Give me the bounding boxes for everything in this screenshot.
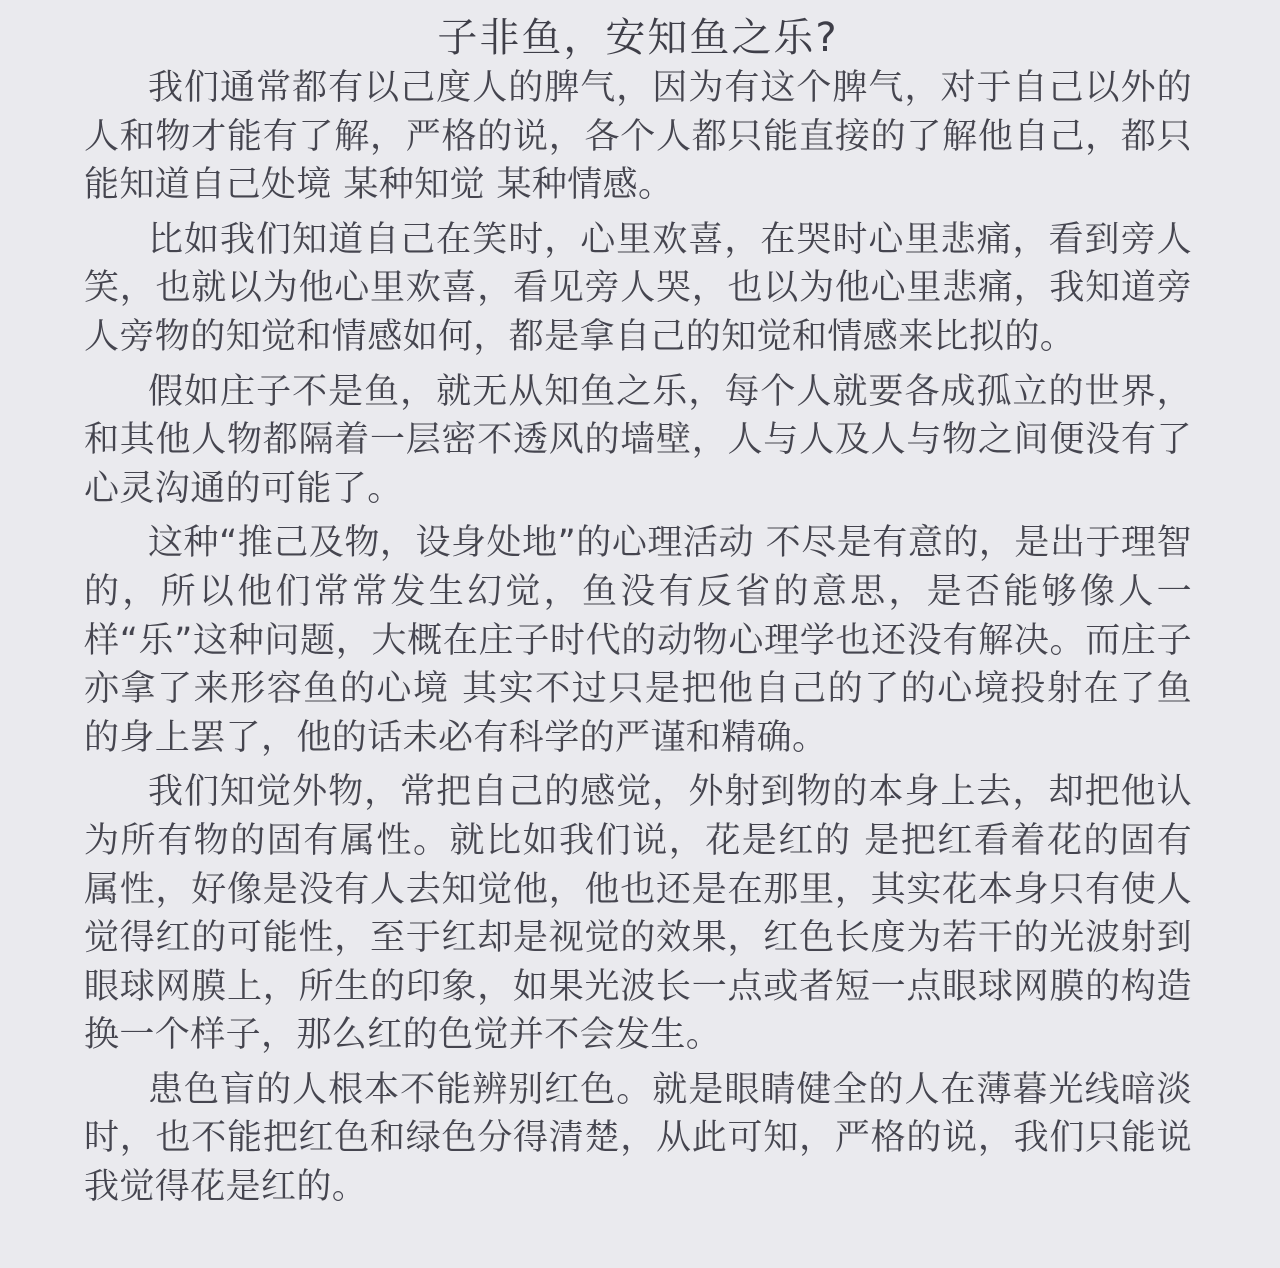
article-title: 子非鱼，安知鱼之乐? — [437, 15, 839, 61]
article-paragraph-2: 比如我们知道自己在笑时，心里欢喜，在哭时心里悲痛，看到旁人笑，也就以为他心里欢喜，看见旁人哭，也以为他心里悲痛，我知道旁人旁物的知觉和情感如何，都是拿自己的知觉和情感来比拟的。 — [84, 219, 1192, 357]
article-paragraph-3: 假如庄子不是鱼，就无从知鱼之乐，每个人就要各成孤立的世界，和其他人物都隔着一层密不透风的墙壁，人与人及人与物之间便没有了心灵沟通的可能了。 — [84, 371, 1192, 509]
article-paragraph-4: 这种“推己及物，设身处地”的心理活动 不尽是有意的，是出于理智的，所以他们常常发生幻觉，鱼没有反省的意思，是否能够像人一样“乐”这种问题，大概在庄子时代的动物心理学也还没有解决。而庄子亦拿了来形容鱼的心境 其实不过只是把他自己的了的心境投射在了鱼的身上罢了，他的话未必有科学的严谨和精确。 — [84, 523, 1192, 758]
article-paragraph-6: 患色盲的人根本不能辨别红色。就是眼睛健全的人在薄暮光线暗淡时，也不能把红色和绿色分得清楚，从此可知，严格的说，我们只能说我觉得花是红的。 — [84, 1069, 1192, 1208]
article-paragraph-5: 我们知觉外物，常把自己的感觉，外射到物的本身上去，却把他认为所有物的固有属性。就比如我们说，花是红的 是把红看着花的固有属性，好像是没有人去知觉他，他也还是在那里，其实花本身只有使人觉得红的可能性，至于红却是视觉的效果，红色长度为若干的光波射到眼球网膜上，所生的印象，如果光波长一点或者短一点眼球网膜的构造换一个样子，那么红的色觉并不会发生。 — [84, 772, 1192, 1056]
article-paragraph-1: 我们通常都有以己度人的脾气，因为有这个脾气，对于自己以外的人和物才能有了解，严格的说，各个人都只能直接的了解他自己，都只能知道自己处境 某种知觉 某种情感。 — [84, 68, 1192, 206]
